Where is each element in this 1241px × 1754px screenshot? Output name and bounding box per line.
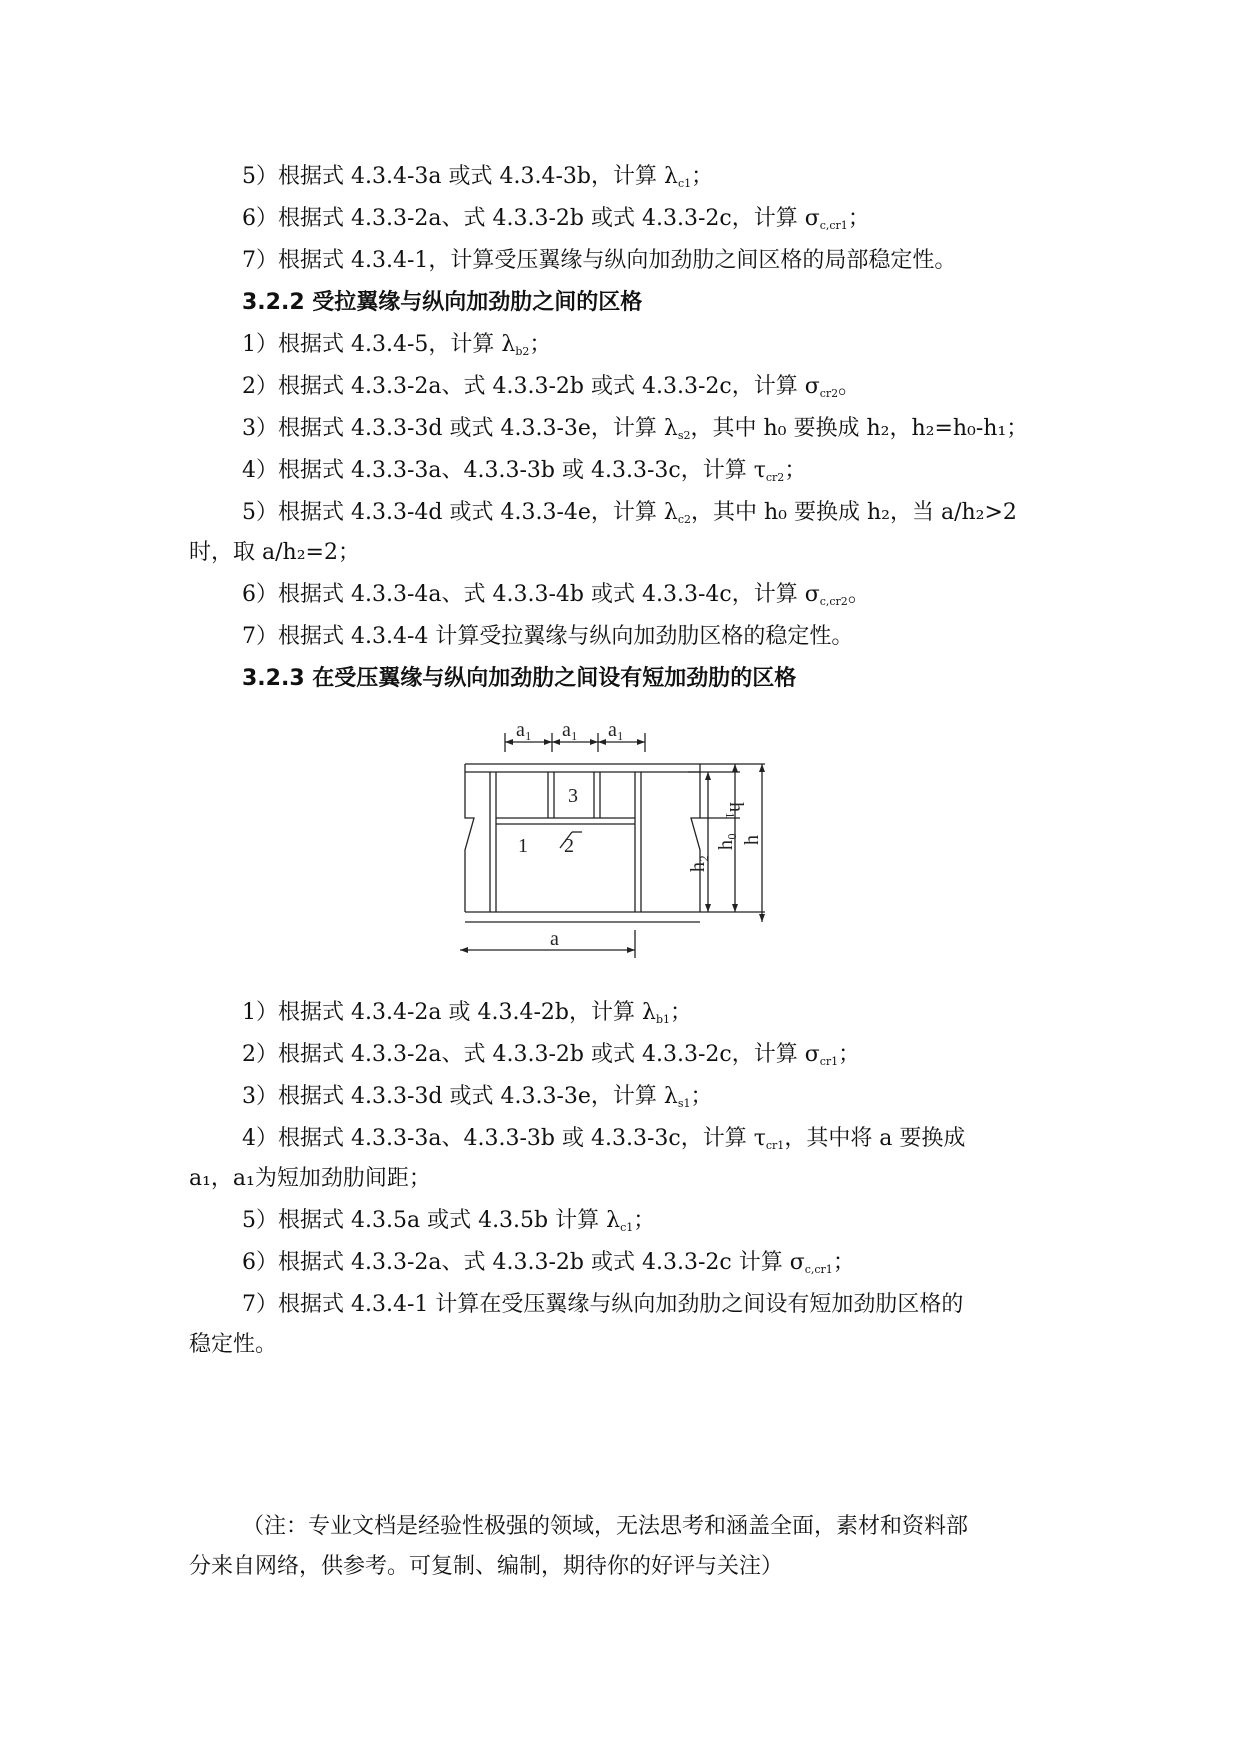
dim-label-h: h [741,835,763,845]
text-line: 7）根据式 4.3.4-1，计算受压翼缘与纵向加劲肋之间区格的局部稳定性。 [242,248,957,273]
text-line: 4）根据式 4.3.3-3a、4.3.3-3b 或 4.3.3-3c，计算 $\tau_{cr1}$，其中将 a 要换成 [242,1126,966,1152]
text-line: 6）根据式 4.3.3-2a、式 4.3.3-2b 或式 4.3.3-2c 计算 $\sigma_{c,cr1}$； [242,1250,855,1276]
text-line: 3）根据式 4.3.3-3d 或式 4.3.3-3e，计算 $\lambda_{s1}$； [242,1084,713,1110]
section-heading: 3.2.3 在受压翼缘与纵向加劲肋之间设有短加劲肋的区格 [242,666,797,691]
footer-note: 分来自网络，供参考。可复制、编制，期待你的好评与关注） [189,1554,784,1579]
section-heading: 3.2.2 受拉翼缘与纵向加劲肋之间的区格 [242,290,643,315]
dim-label-a1: a₁ [516,719,532,741]
dim-label-h0: h₀ [715,833,737,850]
text-line: 3）根据式 4.3.3-3d 或式 4.3.3-3e，计算 $\lambda_{s2}$，其中 h₀ 要换成 h₂，h₂=h₀-h₁； [242,416,1029,442]
text-line: 6）根据式 4.3.3-2a、式 4.3.3-2b 或式 4.3.3-2c，计算 $\sigma_{c,cr1}$； [242,206,870,232]
text-line: 稳定性。 [189,1332,278,1357]
text-line: 2）根据式 4.3.3-2a、式 4.3.3-2b 或式 4.3.3-2c，计算 $\sigma_{cr1}$； [242,1042,861,1068]
text-line: 4）根据式 4.3.3-3a、4.3.3-3b 或 4.3.3-3c，计算 $\tau_{cr2}$； [242,458,807,484]
stiffener-diagram [460,700,800,970]
text-line: 时，取 a/h₂=2； [189,540,360,565]
text-line: 5）根据式 4.3.5a 或式 4.3.5b 计算 $\lambda_{c1}$； [242,1208,656,1234]
text-line: 7）根据式 4.3.4-4 计算受拉翼缘与纵向加劲肋区格的稳定性。 [242,624,854,649]
stiffener-panel-figure [460,700,800,970]
text-line: 1）根据式 4.3.4-5，计算 $\lambda_{b2}$； [242,332,552,358]
text-line: 6）根据式 4.3.3-4a、式 4.3.3-4b 或式 4.3.3-4c，计算 $\sigma_{c,cr2}$。 [242,582,870,608]
dim-label-a1: a₁ [608,719,624,741]
panel-label-2: 2 [564,835,574,857]
dim-label-a: a [550,928,559,950]
dim-label-a1: a₁ [562,719,578,741]
footer-note: （注：专业文档是经验性极强的领域，无法思考和涵盖全面，素材和资料部 [242,1514,969,1539]
text-line: 5）根据式 4.3.3-4d 或式 4.3.3-4e，计算 $\lambda_{c2}$，其中 h₀ 要换成 h₂，当 a/h₂>2 [242,500,1017,526]
text-line: 5）根据式 4.3.4-3a 或式 4.3.4-3b，计算 $\lambda_{c1}$； [242,164,714,190]
text-line: a₁，a₁为短加劲肋间距； [189,1166,431,1191]
panel-label-3: 3 [568,785,578,807]
dim-label-h2: h₂ [687,855,709,872]
dim-label-h1: h₁ [725,802,747,819]
text-line: 7）根据式 4.3.4-1 计算在受压翼缘与纵向加劲肋之间设有短加劲肋区格的 [242,1292,964,1317]
panel-label-1: 1 [518,835,528,857]
text-line: 1）根据式 4.3.4-2a 或 4.3.4-2b，计算 $\lambda_{b1}$； [242,1000,692,1026]
text-line: 2）根据式 4.3.3-2a、式 4.3.3-2b 或式 4.3.3-2c，计算 $\sigma_{cr2}$。 [242,374,861,400]
